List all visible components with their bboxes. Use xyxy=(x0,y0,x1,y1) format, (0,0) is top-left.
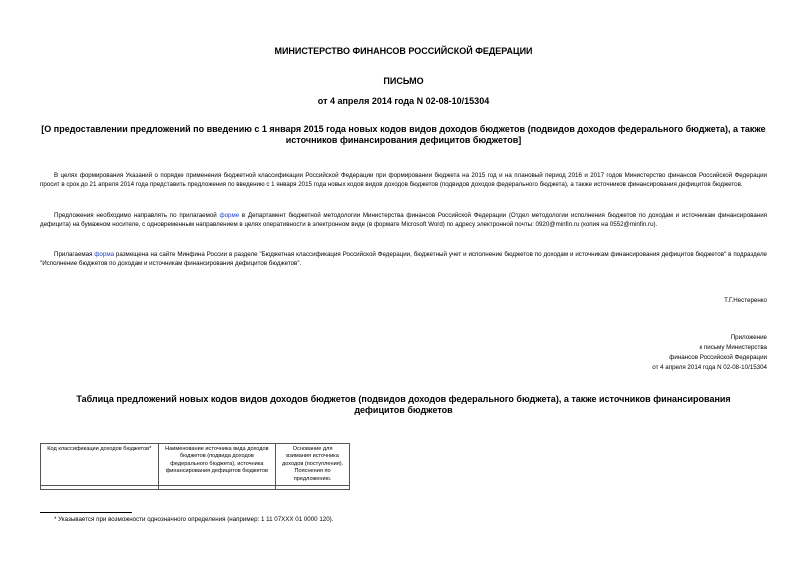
ministry-heading: МИНИСТЕРСТВО ФИНАНСОВ РОССИЙСКОЙ ФЕДЕРАЦИИ xyxy=(274,46,533,56)
table-cell xyxy=(276,486,350,490)
signature: Т.Г.Нестеренко xyxy=(724,297,767,304)
appendix-line-1: Приложение xyxy=(730,334,767,341)
appendix-line-3: финансов Российской Федерации xyxy=(669,354,767,361)
table-row xyxy=(41,486,350,490)
paragraph-2-text-end: в Департамент бюджетной методологии Министерства финансов Российской Федерации (Отдел методологии исполнения бюджетов по доходам и источникам финансирования дефицита) на бумажном носителе, с одновременным направлением в целях оперативности в электронном виде (в формате Microsoft Word) по адресу электронной почты: 0920@minfin.ru (копия на 0552@minfin.ru). xyxy=(40,212,768,228)
paragraph-2-text-start: Предложения необходимо направлять по прилагаемой xyxy=(54,212,220,219)
document-type: ПИСЬМО xyxy=(383,76,424,86)
body-paragraph-3 xyxy=(40,250,767,268)
appendix-block xyxy=(652,333,767,373)
document-subject: [О предоставлении предложений по введению с 1 января 2015 года новых кодов видов доходов бюджетов (подвидов доходов федерального бюджета), а также источников финансирования дефицитов бюджетов] xyxy=(41,124,766,145)
table-header-row xyxy=(41,444,350,486)
body-paragraph-1: В целях формирования Указаний о порядке применения бюджетной классификации Российской Федерации при формировании бюджета на 2015 год и на плановый период 2016 и 2017 годов Министерство финансов Российской Федерации просит в срок до 21 апреля 2014 года представить предложения по введению с 1 января 2015 года новых кодов видов доходов бюджетов (подвидов доходов федерального бюджета), а также источников финансирования дефицитов бюджетов. xyxy=(40,172,767,188)
body-paragraph-2 xyxy=(40,211,767,229)
form-link[interactable]: форме xyxy=(219,212,240,219)
column-header-basis: Основание для взимания источника доходов (поступления). Пояснения по предложению. xyxy=(276,444,350,486)
footnote: * Указывается при возможности однозначного определения (например: 1 11 07ХХХ 01 0000 120). xyxy=(54,516,334,523)
table-cell xyxy=(158,486,276,490)
appendix-line-4: от 4 апреля 2014 года N 02-08-10/15304 xyxy=(652,364,767,371)
form-link-2[interactable]: форма xyxy=(94,251,115,258)
proposals-table xyxy=(40,443,350,490)
appendix-line-2: к письму Министерства xyxy=(699,344,767,351)
table-title: Таблица предложений новых кодов видов доходов бюджетов (подвидов доходов федерального бюджета), а также источников финансирования дефицитов бюджетов xyxy=(76,394,731,415)
paragraph-3-text-start: Прилагаемая xyxy=(54,251,95,258)
table-cell xyxy=(41,486,159,490)
column-header-code: Код классификации доходов бюджетов* xyxy=(41,444,159,486)
footnote-divider xyxy=(40,512,132,513)
paragraph-3-text-end: размещена на сайте Минфина России в разделе "Бюджетная классификация Российской Федерации, бюджетный учет и исполнение бюджетов по доходам и источникам финансирования дефицитов бюджетов" в подразделе "Исполнение бюджетов по доходам и источникам финансирования дефицитов бюджетов". xyxy=(40,251,767,267)
document-date-number: от 4 апреля 2014 года N 02-08-10/15304 xyxy=(317,96,490,106)
column-header-name: Наименование источника вида доходов бюджетов (подвида доходов федерального бюджета), источника финансирования дефицитов бюджетов xyxy=(158,444,276,486)
